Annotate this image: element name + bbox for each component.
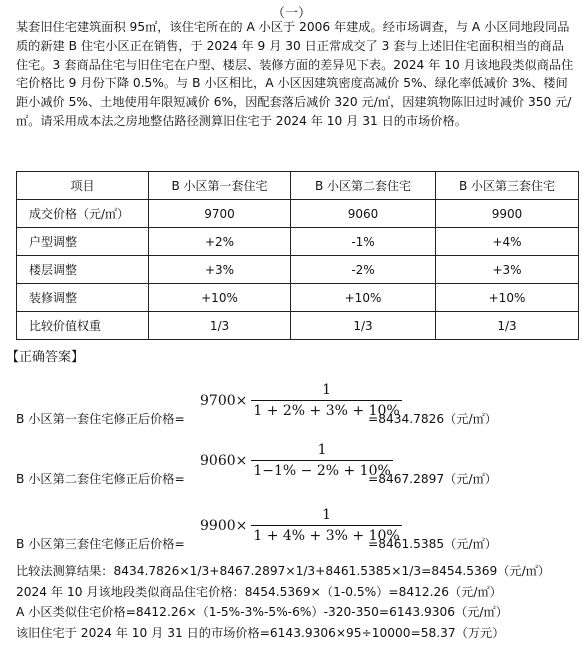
table-cell: +10% [149, 284, 291, 312]
row-label: 比较价值权重 [17, 312, 149, 340]
table-row [17, 228, 579, 256]
comparison-table [16, 171, 579, 340]
table-header-row [17, 172, 579, 200]
formula-base: 9700× [200, 392, 248, 409]
row-label: 装修调整 [17, 284, 149, 312]
table-cell: +3% [436, 256, 579, 284]
table-cell: -2% [291, 256, 436, 284]
table-cell: +2% [149, 228, 291, 256]
answer-title: 【正确答案】 [6, 350, 85, 365]
table-header-item: 项目 [17, 172, 149, 200]
row-label: 楼层调整 [17, 256, 149, 284]
calculation-lines [16, 561, 581, 643]
table-cell: 9060 [291, 200, 436, 228]
problem-text: 某套旧住宅建筑面积 95㎡，该住宅所在的 A 小区于 2006 年建成。经市场调查，与 A 小区同地段同品质的新建 B 住宅小区正在销售，于 2024 年 9 月 30 日正常成交了 3 套与上述旧住宅面积相当的商品住宅。3 套商品住宅与旧住宅在户型、楼层、装修方面的差异见下表。2024 年 10 月该地段类似商品住宅价格比 9 月份下降 0.5%。与 B 小区相比，A 小区因建筑密度高减价 5%、绿化率低减价 3%、楼间距小减价 5%、土地使用年限短减价 6%，因配套落后减价 320 元/㎡，因建筑物陈旧过时减价 350 元/㎡。请采用成本法之房地整估路径测算旧住宅于 2024 年 10 月 31 日的市场价格。 [16, 20, 574, 128]
row-label: 成交价格（元/㎡） [17, 200, 149, 228]
fraction-numerator: 1 [322, 507, 331, 523]
correction-2-label: B 小区第二套住宅修正后价格= [16, 472, 185, 486]
calc-line: 该旧住宅于 2024 年 10 月 31 日的市场价格=6143.9306×95÷10000=58.37（万元） [16, 625, 505, 640]
table-header-b1: B 小区第一套住宅 [149, 172, 291, 200]
correction-2-formula [200, 442, 393, 479]
table-row [17, 284, 579, 312]
table-cell: +4% [436, 228, 579, 256]
fraction-denominator: 1 + 4% + 3% + 10% [251, 525, 401, 544]
correction-2-result: =8467.2897（元/㎡） [368, 472, 497, 486]
fraction-denominator: 1−1% − 2% + 10% [251, 460, 392, 479]
correction-1-result: =8434.7826（元/㎡） [368, 412, 497, 426]
table-cell: +3% [149, 256, 291, 284]
table-header-b3: B 小区第三套住宅 [436, 172, 579, 200]
fraction-numerator: 1 [322, 382, 331, 398]
table-cell: +10% [291, 284, 436, 312]
fraction-denominator: 1 + 2% + 3% + 10% [251, 400, 401, 419]
fraction-numerator: 1 [317, 442, 327, 458]
section-heading: （一） [271, 6, 311, 21]
table-cell: 1/3 [291, 312, 436, 340]
formula-base: 9060× [200, 452, 248, 469]
row-label: 户型调整 [17, 228, 149, 256]
table-row [17, 312, 579, 340]
table-cell: -1% [291, 228, 436, 256]
calc-line: A 小区类似住宅价格=8412.26×（1-5%-3%-5%-6%）-320-350=6143.9306（元/㎡） [16, 605, 508, 619]
table-cell: 9900 [436, 200, 579, 228]
table-row [17, 200, 579, 228]
correction-3-result: =8461.5385（元/㎡） [368, 537, 497, 551]
table-cell: 1/3 [149, 312, 291, 340]
table-cell: 1/3 [436, 312, 579, 340]
formula-base: 9900× [200, 517, 248, 534]
correction-3-label: B 小区第三套住宅修正后价格= [16, 537, 185, 551]
table-header-b2: B 小区第二套住宅 [291, 172, 436, 200]
correction-1-label: B 小区第一套住宅修正后价格= [16, 412, 185, 426]
table-cell: +10% [436, 284, 579, 312]
table-row [17, 256, 579, 284]
calc-line: 比较法测算结果：8434.7826×1/3+8467.2897×1/3+8461.5385×1/3=8454.5369（元/㎡） [16, 564, 551, 578]
table-cell: 9700 [149, 200, 291, 228]
calc-line: 2024 年 10 月该地段类似商品住宅价格：8454.5369×（1-0.5%）=8412.26（元/㎡） [16, 584, 502, 599]
